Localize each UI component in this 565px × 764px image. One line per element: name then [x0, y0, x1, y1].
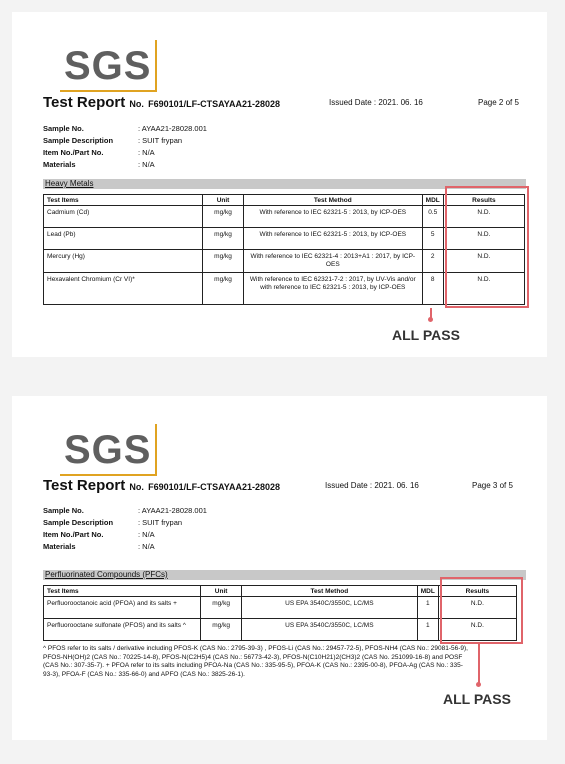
- sgs-logo: SGS: [64, 46, 151, 86]
- pointer-line: [478, 644, 480, 684]
- page-number: Page 2 of 5: [478, 98, 519, 107]
- table-header: Test Items Unit Test Method MDL Results: [44, 586, 517, 597]
- all-pass-label: ALL PASS: [392, 327, 460, 343]
- pointer-dot: [476, 682, 481, 687]
- report-title: Test Report No. F690101/LF-CTSAYAA21-28028: [43, 477, 280, 494]
- table-row: Lead (Pb) mg/kg With reference to IEC 62321-5 : 2013, by ICP-OES 5 N.D.: [44, 228, 525, 250]
- report-title: Test Report No. F690101/LF-CTSAYAA21-28028: [43, 94, 280, 111]
- results-highlight-box: [440, 577, 523, 644]
- report-number: F690101/LF-CTSAYAA21-28028: [148, 99, 280, 109]
- table-row: Hexavalent Chromium (Cr VI)* mg/kg With reference to IEC 62321-7-2 : 2017, by UV-Vis and/or with reference to IEC 62321-5 : 2013, by ICP-OES 8 N.D.: [44, 273, 525, 305]
- table-row: Mercury (Hg) mg/kg With reference to IEC 62321-4 : 2013+A1 : 2017, by ICP-OES 2 N.D.: [44, 250, 525, 273]
- issued-date: Issued Date : 2021. 06. 16: [325, 481, 419, 490]
- table-row: Cadmium (Cd) mg/kg With reference to IEC 62321-5 : 2013, by ICP-OES 0.5 N.D.: [44, 206, 525, 228]
- report-number: F690101/LF-CTSAYAA21-28028: [148, 482, 280, 492]
- sgs-logo: SGS: [64, 430, 151, 470]
- table-row: Perfluorooctane sulfonate (PFOS) and its salts ^ mg/kg US EPA 3540C/3550C, LC/MS 1 N.D.: [44, 619, 517, 641]
- footnotes: ^ PFOS refer to its salts / derivative including PFOS-K (CAS No.: 2795-39-3) , PFOS-Li (CAS No.: 29457-72-5), PFOS-NH4 (CAS No.: 29081-56-9), PFOS-NH(OH)2 (CAS No.: 70225-14-8), PFOS-N(C2H5)4 (CAS No.: 56773-42-3), PFOS-N(C10H21)2(CH3)2 (CAS No. 251099-16-8) and POSF (CAS No.: 307-35-7). + PFOA refer to its salts including PFOA-Na (CAS No.: 335-95-5), PFOA-K (CAS No.: 2395-00-8), PFOA-Ag (CAS No.: 335-93-3), PFOA-F (CAS No.: 335-66-0) and APFO (CAS No.: 3825-26-1).: [43, 645, 468, 678]
- issued-date: Issued Date : 2021. 06. 16: [329, 98, 423, 107]
- pointer-dot: [428, 317, 433, 322]
- section-heading: Heavy Metals: [43, 179, 526, 189]
- all-pass-label: ALL PASS: [443, 691, 511, 707]
- page-number: Page 3 of 5: [472, 481, 513, 490]
- report-card-page-3: [12, 396, 547, 740]
- results-highlight-box: [445, 186, 529, 308]
- section-heading: Perfluorinated Compounds (PFCs): [43, 570, 526, 580]
- sample-info: Sample No. : AYAA21-28028.001 Sample Description : SUIT frypan Item No./Part No. : N/A Materials : N/A: [43, 505, 207, 551]
- table-row: Perfluorooctanoic acid (PFOA) and its salts + mg/kg US EPA 3540C/3550C, LC/MS 1 N.D.: [44, 597, 517, 619]
- report-card-page-2: [12, 12, 547, 357]
- table-header: Test Items Unit Test Method MDL Results: [44, 195, 525, 206]
- sample-info: Sample No. : AYAA21-28028.001 Sample Description : SUIT frypan Item No./Part No. : N/A Materials : N/A: [43, 123, 207, 169]
